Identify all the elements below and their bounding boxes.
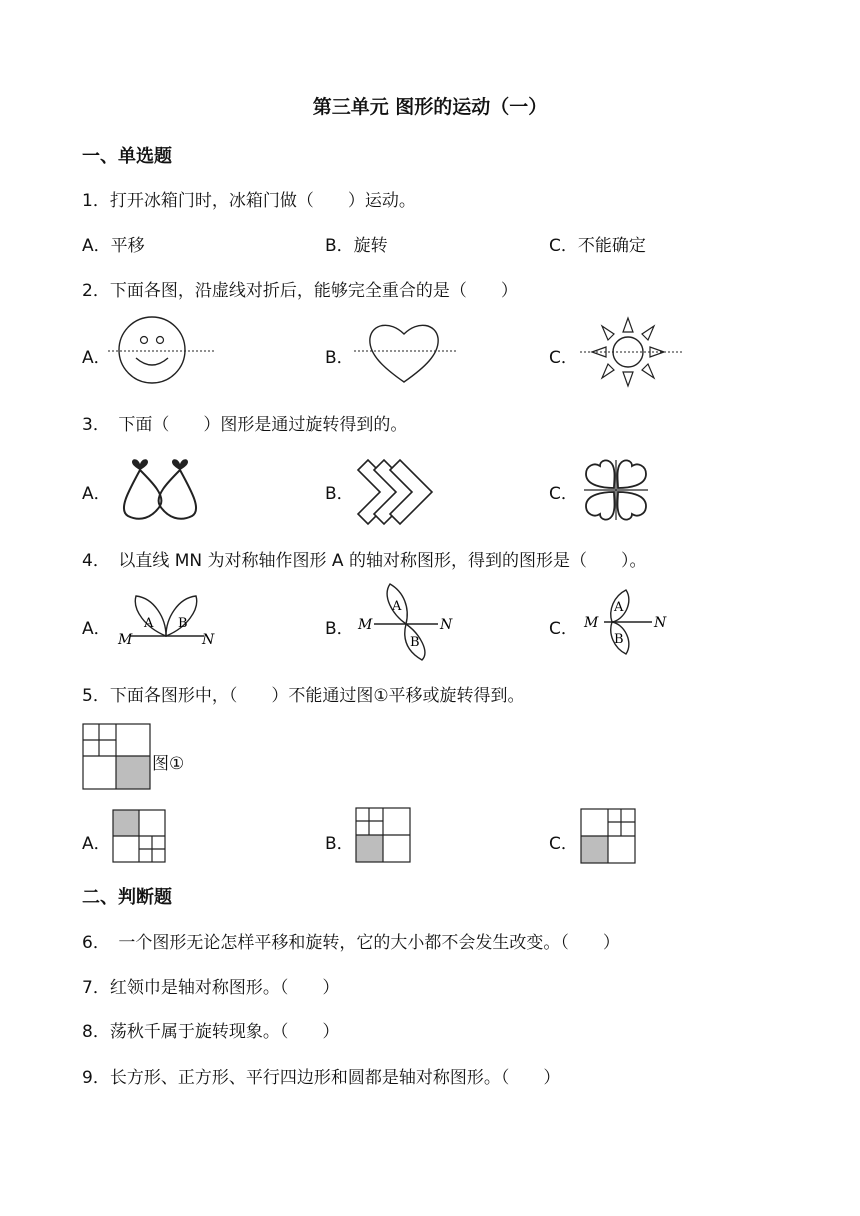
heart-figure (354, 318, 464, 388)
label-b: B (614, 632, 624, 647)
q5-option-c[interactable]: C． (549, 834, 578, 854)
grid-figure-a (112, 809, 168, 863)
q4-option-b[interactable]: B． (325, 619, 354, 639)
mn-figure-b (356, 582, 466, 662)
grid-figure-b (355, 807, 413, 863)
shaded-square (116, 756, 150, 789)
question-7: 7．红领巾是轴对称图形。（ ） (82, 978, 340, 998)
q5-option-b[interactable]: B． (325, 834, 354, 854)
shaded-square (356, 835, 383, 862)
q3-option-a[interactable]: A． (82, 484, 111, 504)
label-n: N (202, 632, 215, 648)
sun-figure (580, 314, 690, 390)
q1-option-b[interactable]: B．旋转 (325, 236, 388, 256)
hearts-loop-figure (118, 452, 210, 524)
smiley-face-figure (108, 316, 218, 386)
label-m: M (358, 617, 373, 633)
four-leaf-clover-figure (580, 456, 652, 524)
q3-option-c[interactable]: C． (549, 484, 578, 504)
q2-option-c[interactable]: C． (549, 348, 578, 368)
q5-option-a[interactable]: A． (82, 834, 111, 854)
page-title: 第三单元 图形的运动（一） (312, 96, 548, 118)
q2-option-a[interactable]: A． (82, 348, 111, 368)
reference-figure-1 (82, 723, 152, 791)
label-n: N (654, 615, 667, 631)
label-a: A (614, 600, 624, 615)
q4-option-a[interactable]: A． (82, 619, 111, 639)
question-3: 3． 下面（ ）图形是通过旋转得到的。 (82, 415, 408, 435)
label-a: A (392, 599, 402, 614)
grid-figure-c (580, 808, 638, 864)
mn-figure-c (584, 586, 680, 658)
q4-option-c[interactable]: C． (549, 619, 578, 639)
shaded-square (113, 810, 139, 836)
question-9: 9．长方形、正方形、平行四边形和圆都是轴对称图形。（ ） (82, 1068, 561, 1088)
label-b: B (178, 616, 188, 631)
question-2: 2．下面各图，沿虚线对折后，能够完全重合的是（ ） (82, 281, 518, 301)
section-heading-single-choice: 一、单选题 (82, 146, 172, 167)
label-n: N (440, 617, 453, 633)
label-m: M (584, 615, 599, 631)
label-a: A (144, 616, 154, 631)
chevrons-figure (356, 458, 440, 528)
shaded-square (581, 836, 608, 863)
question-6: 6． 一个图形无论怎样平移和旋转，它的大小都不会发生改变。（ ） (82, 933, 620, 953)
q1-option-c[interactable]: C．不能确定 (549, 236, 646, 256)
q2-option-b[interactable]: B． (325, 348, 354, 368)
question-5: 5．下面各图形中，（ ）不能通过图①平移或旋转得到。 (82, 686, 525, 706)
q3-option-b[interactable]: B． (325, 484, 354, 504)
reference-figure-label: 图① (152, 754, 185, 774)
mn-figure-a (116, 592, 226, 650)
question-1: 1．打开冰箱门时，冰箱门做（ ）运动。 (82, 191, 416, 211)
q1-option-a[interactable]: A．平移 (82, 236, 145, 256)
question-4: 4． 以直线 MN 为对称轴作图形 A 的轴对称图形，得到的图形是（ ）。 (82, 551, 647, 571)
label-m: M (118, 632, 133, 648)
section-heading-true-false: 二、判断题 (82, 887, 172, 908)
label-b: B (410, 635, 420, 650)
question-8: 8．荡秋千属于旋转现象。（ ） (82, 1022, 340, 1042)
